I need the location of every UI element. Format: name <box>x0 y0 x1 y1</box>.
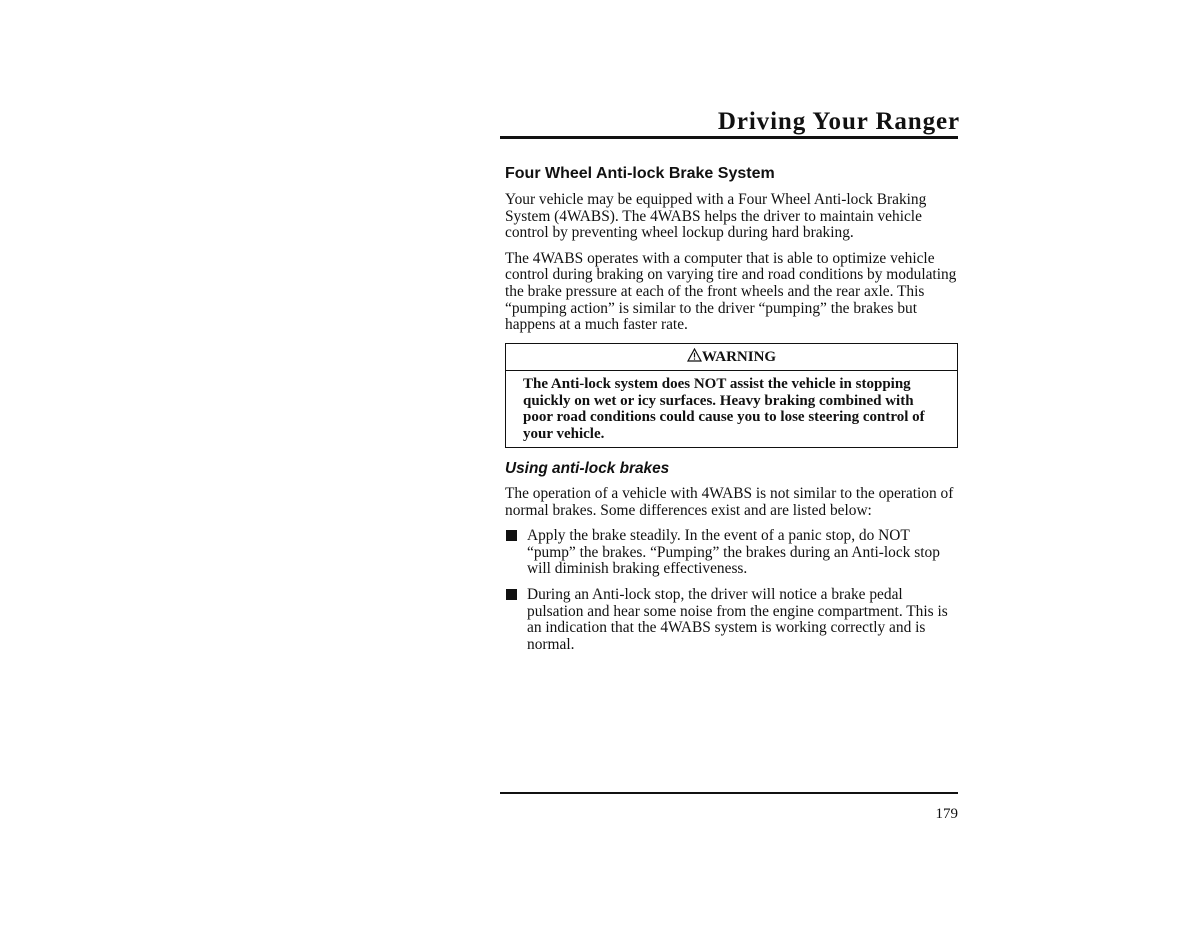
warning-header <box>506 344 957 371</box>
warning-triangle-icon <box>687 345 702 371</box>
list-item <box>505 587 958 653</box>
subsection-intro: The operation of a vehicle with 4WABS is not similar to the operation of normal brakes. Some differences exist and are listed below: <box>505 484 954 519</box>
operation-paragraph: The 4WABS operates with a computer that is able to optimize vehicle control during braking on varying tire and road conditions by modulating the brake pressure at each of the front wheels and the rear axle. This “pumping action” is similar to the driver “pumping” the brakes but happens at a much faster rate. <box>505 249 957 334</box>
footer-rule <box>500 792 958 794</box>
intro-paragraph: Your vehicle may be equipped with a Four Wheel Anti-lock Braking System (4WABS). The 4WABS helps the driver to maintain vehicle control by preventing wheel lockup during hard braking. <box>505 191 927 242</box>
list-item <box>505 528 958 578</box>
page-title: Driving Your Ranger <box>717 108 960 135</box>
page-number: 179 <box>935 806 958 822</box>
list-item-text: During an Anti-lock stop, the driver will notice a brake pedal pulsation and hear some noise from the engine compartment. This is an indication that the 4WABS system is working correctly and is normal. <box>527 585 948 653</box>
list-item-text: Apply the brake steadily. In the event of a panic stop, do NOT “pump” the brakes. “Pumping” the brakes during an Anti-lock stop will diminish braking effectiveness. <box>527 527 940 578</box>
warning-label: WARNING <box>701 348 777 365</box>
section-heading: Four Wheel Anti-lock Brake System <box>505 165 775 182</box>
title-rule <box>500 136 958 139</box>
warning-text: The Anti-lock system does NOT assist the vehicle in stopping quickly on wet or icy surfaces. Heavy braking combined with poor road conditions could cause you to lose steering control of your vehicle. <box>523 375 925 443</box>
square-bullet-icon <box>506 530 517 541</box>
bullet-list <box>505 528 958 653</box>
subsection-heading: Using anti-lock brakes <box>505 459 670 477</box>
warning-box <box>505 343 958 448</box>
square-bullet-icon <box>506 589 517 600</box>
page-content <box>505 163 958 662</box>
